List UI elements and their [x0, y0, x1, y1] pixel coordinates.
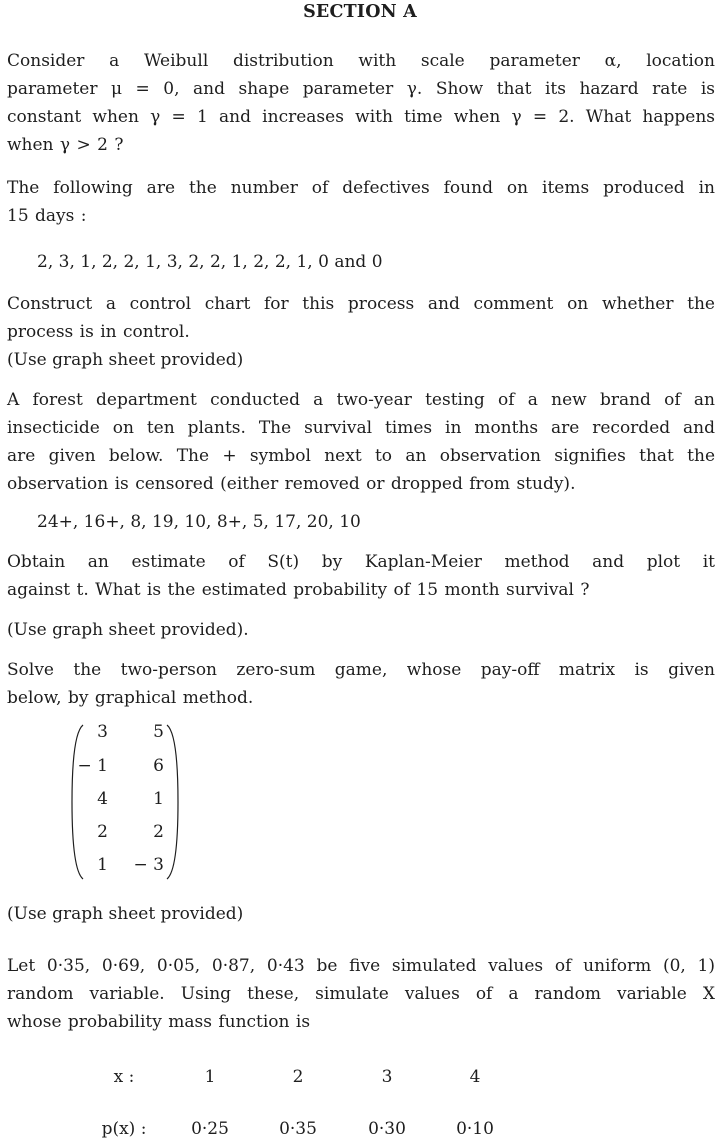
- matrix-cell: − 1: [77, 756, 108, 776]
- text-line: Obtain an estimate of S(t) by Kaplan-Meier method and plot it: [7, 552, 715, 572]
- pmf-p-value: 0·10: [456, 1119, 494, 1139]
- question-kaplan-meier-intro: [7, 386, 715, 498]
- question-kaplan-meier-task: [7, 548, 715, 604]
- question-zero-sum-game: [7, 656, 715, 712]
- graph-sheet-note: (Use graph sheet provided).: [7, 620, 249, 640]
- text-line: 15 days :: [7, 206, 87, 226]
- text-line: below, by graphical method.: [7, 688, 254, 708]
- pmf-x-value: 3: [381, 1067, 393, 1087]
- text-line: are given below. The + symbol next to an observation signifies that the: [7, 446, 715, 466]
- defectives-data: 2, 3, 1, 2, 2, 1, 3, 2, 2, 1, 2, 2, 1, 0 and 0: [37, 252, 383, 272]
- payoff-matrix: [70, 722, 180, 882]
- pmf-x-value: 1: [204, 1067, 216, 1087]
- question-simulation: [7, 952, 715, 1036]
- matrix-cell: 5: [153, 722, 164, 742]
- pmf-x-value: 4: [469, 1067, 481, 1087]
- matrix-cell: 2: [97, 822, 108, 842]
- pmf-p-value: 0·35: [279, 1119, 317, 1139]
- graph-sheet-note: (Use graph sheet provided): [7, 350, 244, 370]
- question-weibull: [7, 47, 715, 159]
- matrix-cell: 4: [97, 789, 108, 809]
- graph-sheet-note: (Use graph sheet provided): [7, 904, 244, 924]
- matrix-cell: 6: [153, 756, 164, 776]
- matrix-cell: 2: [153, 822, 164, 842]
- text-line: The following are the number of defectives found on items produced in: [7, 178, 715, 198]
- text-line: constant when γ = 1 and increases with time when γ = 2. What happens: [7, 107, 715, 127]
- matrix-cell: − 3: [133, 855, 164, 875]
- text-line: parameter μ = 0, and shape parameter γ. Show that its hazard rate is: [7, 79, 715, 99]
- text-line: Construct a control chart for this process and comment on whether the: [7, 294, 715, 314]
- pmf-p-value: 0·30: [368, 1119, 406, 1139]
- text-line: Let 0·35, 0·69, 0·05, 0·87, 0·43 be five simulated values of uniform (0, 1): [7, 956, 715, 976]
- matrix-cell: 1: [153, 789, 164, 809]
- text-line: A forest department conducted a two-year testing of a new brand of an: [7, 390, 715, 410]
- question-control-chart-intro: [7, 174, 715, 230]
- section-title: SECTION A: [303, 2, 417, 22]
- text-line: observation is censored (either removed or dropped from study).: [7, 474, 576, 494]
- matrix-cell: 3: [97, 722, 108, 742]
- pmf-x-label: x :: [113, 1067, 135, 1087]
- text-line: when γ > 2 ?: [7, 135, 124, 155]
- text-line: random variable. Using these, simulate values of a random variable X: [7, 984, 715, 1004]
- text-line: against t. What is the estimated probability of 15 month survival ?: [7, 580, 590, 600]
- text-line: Solve the two-person zero-sum game, whose pay-off matrix is given: [7, 660, 715, 680]
- question-control-chart-task: [7, 290, 715, 346]
- right-parenthesis: [166, 724, 180, 880]
- pmf-p-label: p(x) :: [101, 1119, 147, 1139]
- text-line: process is in control.: [7, 322, 190, 342]
- pmf-p-value: 0·25: [191, 1119, 229, 1139]
- pmf-x-value: 2: [292, 1067, 304, 1087]
- text-line: Consider a Weibull distribution with scale parameter α, location: [7, 51, 715, 71]
- matrix-cell: 1: [97, 855, 108, 875]
- survival-times-data: 24+, 16+, 8, 19, 10, 8+, 5, 17, 20, 10: [37, 512, 361, 532]
- text-line: whose probability mass function is: [7, 1012, 311, 1032]
- text-line: insecticide on ten plants. The survival times in months are recorded and: [7, 418, 715, 438]
